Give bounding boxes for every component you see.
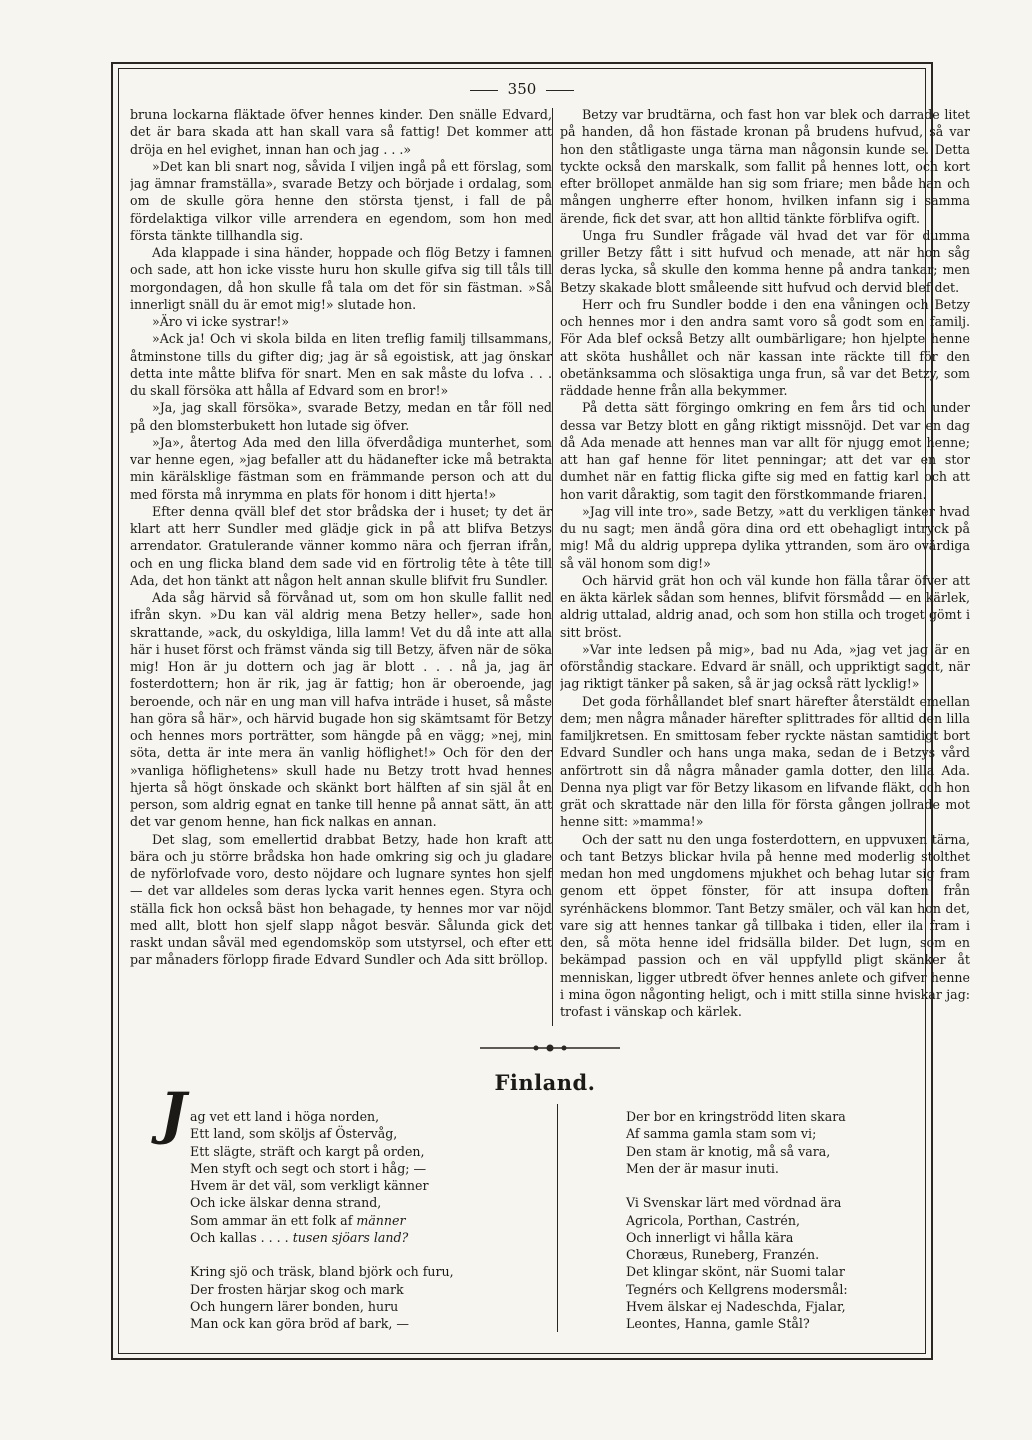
- decorative-initial: J: [160, 1081, 187, 1147]
- poem-line: Den stam är knotig, må så vara,: [626, 1143, 831, 1159]
- paragraph: Ada såg härvid så förvånad ut, som om hon skulle fallit ned ifrån skyn. »Du kan väl aldrig mena Betzy heller», sade hon skrattande, »ack, du oskyldiga, lilla lamm! Vet du då inte att alla här i huset först och främst vända sig till Betzy, äfven när de söka mig! Hon är ju dottern och jag är blott . . . nå ja, jag är fosterdottern; hon är rik, jag är fattig; hon är oberoende, jag beroende, och när en ung man vill hafva inträde i huset, så måste han göra så här», och härvid bugade hon sig skämtsamt för Betzy och hennes mors porträtter, som hängde på en vägg; »nej, min söta, detta är inte mera än vanlig höflighet!» Och för den der »vanliga höflighetens» skull hade nu Betzy trott hvad hennes hjerta så högt önskade och skänkt bort hälften af sin själ åt en person, som aldrig egnat en tanke till henne på annat sätt, än att det var genom henne, han fick nalkas en annan.: [130, 590, 552, 830]
- poem-stanza: [190, 1263, 530, 1332]
- paragraph: Unga fru Sundler frågade väl hvad det var för dumma griller Betzy fått i sitt hufvud och menade, att när hon såg deras lycka, så skulle den komma henne på andra tankar; men Betzy skakade blott småleende sitt hufvud och dervid blef det.: [560, 227, 970, 295]
- paragraph: På detta sätt förgingo omkring en fem års tid och under dessa var Betzy blott en gång riktigt missnöjd. Det var en dag då Ada menade att hennes man var allt för njugg emot henne; att han gaf henne för litet penningar; att det var en stor dumhet när en fattig flicka gifte sig med en fattig karl och att hon varit dåraktig, som tagit den förstkommande friaren.: [560, 400, 970, 502]
- paragraph: »Ja», återtog Ada med den lilla öfverdådiga munterhet, som var henne egen, »jag befaller att du hädanefter icke må betrakta min kärälsklige fästman som en främmande person och att du med första må inrymma en plats för honom i ditt hjerta!»: [130, 434, 552, 502]
- poem-line: Der frosten härjar skog och mark: [190, 1281, 404, 1297]
- poem-line: Kring sjö och träsk, bland björk och furu,: [190, 1264, 454, 1280]
- paragraph: Ada klappade i sina händer, hoppade och flög Betzy i famnen och sade, att hon icke visste huru hon skulle gifva sig till tåls till morgondagen, då hon skulle få tala om det för sin fästman. »Så innerligt snäll du är emot mig!» slutade hon.: [130, 245, 552, 312]
- poem-line: Ett land, som sköljs af Östervåg,: [190, 1126, 398, 1142]
- paragraph: Efter denna qväll blef det stor brådska der i huset; ty det är klart att herr Sundler med glädje gick in på att blifva Betzys arrendator. Gratulerande vänner kommo nära och fjerran ifrån, och en ung flicka bland dem sade vid en förtrolig tête à tête till Ada, det hon tänkt att någon helt annan skulle blifvit fru Sundler.: [130, 503, 552, 588]
- poem-line: Af samma gamla stam som vi;: [626, 1126, 817, 1142]
- poem-line: Der bor en kringströdd liten skara: [626, 1109, 846, 1124]
- poem-line: Det klingar skönt, när Suomi talar: [626, 1264, 845, 1280]
- poem-line: Men der är masur inuti.: [626, 1160, 779, 1176]
- poem-line: Leontes, Hanna, gamle Stål?: [626, 1316, 810, 1331]
- poem-line: Vi Svenskar lärt med vördnad ära: [626, 1195, 842, 1211]
- header-dash-left: [470, 90, 498, 91]
- header-dash-right: [546, 90, 574, 91]
- poem-line: Tegnérs och Kellgrens modersmål:: [626, 1281, 848, 1297]
- paragraph: »Jag vill inte tro», sade Betzy, »att du verkligen tänker hvad du nu sagt; men ändå göra dina ord ett obehagligt intryck på mig! Må du aldrig upprepa dylika yttranden, som äro ovärdiga så väl honom som dig!»: [560, 503, 970, 571]
- page-header: [118, 74, 926, 104]
- poem-line: [190, 1212, 530, 1229]
- paragraph: »Var inte ledsen på mig», bad nu Ada, »jag vet jag är en oförståndig stackare. Edvard är snäll, och uppriktigt sagdt, när jag riktigt tänker på saken, så är jag också rätt lycklig!»: [560, 641, 970, 692]
- paragraph: »Ack ja! Och vi skola bilda en liten treflig familj tillsammans, åtminstone tills du gifter dig; jag är så egoistisk, att jag önskar detta inte måtte blifva för snart. Men en sak måste du lofva . . . du skall försöka att hålla af Edvard som en bror!»: [130, 331, 552, 398]
- poem-stanza: [626, 1194, 916, 1332]
- poem-line: Och icke älskar denna strand,: [190, 1195, 382, 1211]
- poem-italic-word: männer: [356, 1212, 406, 1228]
- poem-line-text: Och kallas . . . .: [190, 1229, 293, 1245]
- right-text-column: [560, 106, 970, 1020]
- paragraph: Det goda förhållandet blef snart härefter återstäldt emellan dem; men några månader härefter splittrades för alltid den lilla familjkretsen. En smittosam feber ryckte nästan samtidigt bort Edvard Sundler och hans unga maka, sedan de i Betzys vård anförtrott sin då några månader gamla dotter, den lilla Ada. Denna nya pligt var för Betzy likasom en lifvande fläkt, och hon grät och skrattade när den lilla för första gången jollrade mot henne sitt: »mamma!»: [560, 693, 970, 830]
- poem-line-text: Som ammar än ett folk af: [190, 1212, 357, 1228]
- poem-line: Men styft och segt och stort i håg; —: [190, 1160, 427, 1176]
- paragraph: Det slag, som emellertid drabbat Betzy, hade hon kraft att bära och ju större brådska hon hade omkring sig och ju gladare de nyförlofvade voro, desto nöjdare och lugnare syntes hon sjelf — det var alldeles som deras lycka varit hennes egen. Styra och ställa fick hon också bäst hon behagade, ty hennes mor var nöjd med allt, blott hon sjelf slapp något besvär. Sålunda gick det raskt undan såväl med egendomsköp som utstyrsel, och efter ett par månaders förlopp firade Edvard Sundler och Ada sitt bröllop.: [130, 831, 552, 968]
- poem-title: Finland.: [494, 1070, 596, 1095]
- paragraph: Och der satt nu den unga fosterdottern, en uppvuxen tärna, och tant Betzys blickar hvila på henne med moderlig stolthet medan hon med ungdomens mjukhet och behag lutar sig fram genom ett öppet fönster, för att insupa doften från syrénhäckens blommor. Tant Betzy smäler, och väl kan hon det, vare sig att hennes tankar gå tillbaka i tiden, eller ila fram i den, så möta henne idel fridsälla bilder. Det lugn, som en bekämpad passion och en väl uppfylld pligt skänker åt menniskan, ligger utbredt öfver hennes anlete och gifver henne i mina ögon någonting heligt, och i mitt stilla sinne hviskar jag: trofast i vänskap och kärlek.: [560, 831, 970, 1019]
- poem-stanza: [626, 1108, 916, 1177]
- paragraph: »Äro vi icke systrar!»: [152, 314, 290, 329]
- poem-line: Hvem älskar ej Nadeschda, Fjalar,: [626, 1298, 846, 1314]
- section-ornament-divider: [480, 1042, 620, 1054]
- poem-italic-phrase: tusen sjöars land?: [292, 1229, 409, 1245]
- poem-stanza: [190, 1108, 530, 1246]
- poem-line: Ett slägte, sträft och kargt på orden,: [190, 1143, 425, 1159]
- poem-line: ag vet ett land i höga norden,: [190, 1109, 380, 1124]
- poem-line: Hvem är det väl, som verkligt känner: [190, 1178, 429, 1193]
- paragraph: Betzy var brudtärna, och fast hon var blek och darrade litet på handen, då hon fästade kronan på brudens hufvud, så var hon den ståtligaste unga tärna man någonsin kunde se. Detta tyckte också den marskalk, som fallit på hennes lott, och kort efter bröllopet anmälde han sig som friare; men både han och mången ungherre efter honom, hvilken infann sig i samma ärende, fick det svar, att hon alltid tänkte förblifva ogift.: [560, 107, 970, 226]
- paragraph: bruna lockarna fläktade öfver hennes kinder. Den snälle Edvard, det är bara skada att han skall vara så fattig! Det kommer att dröja en hel evighet, innan han och jag . . .»: [130, 107, 552, 157]
- paragraph: »Det kan bli snart nog, såvida I viljen ingå på ett förslag, som jag ämnar framställa», svarade Betzy och började i ordalag, som om de skulle göra henne den största tjenst, i fall de på fördelaktiga vilkor ville arrendera en egendom, som hon med första tänkte tillhandla sig.: [130, 158, 552, 243]
- poem-column-divider: [557, 1104, 558, 1332]
- poem-line: Man ock kan göra bröd af bark, —: [190, 1316, 409, 1331]
- poem-line: Och innerligt vi hålla kära: [626, 1229, 794, 1245]
- poem-line: Agricola, Porthan, Castrén,: [626, 1212, 801, 1228]
- poem-line: Och hungern lärer bonden, huru: [190, 1298, 399, 1314]
- poem-left-column: [190, 1108, 530, 1350]
- paragraph: »Ja, jag skall försöka», svarade Betzy, medan en tår föll ned på den blomsterbukett hon lutade sig öfver.: [130, 400, 552, 433]
- page-number: 350: [507, 80, 537, 98]
- paragraph: Herr och fru Sundler bodde i den ena våningen och Betzy och hennes mor i den andra samt voro så godt som en familj. För Ada blef också Betzy allt oumbärligare; hon hjelpte henne att sköta hushållet och när kassan inte räckte till för den obetänksamma och slösaktiga unga frun, så var det Betzy, som räddade henne från alla bekymmer.: [560, 296, 970, 398]
- poem-right-column: [626, 1108, 916, 1350]
- poem-line: [190, 1229, 530, 1246]
- column-divider: [552, 108, 553, 1026]
- paragraph: Och härvid grät hon och väl kunde hon fälla tårar öfver att en äkta kärlek sådan som hennes, blifvit försmådd — en kärlek, aldrig uttalad, aldrig anad, och som hon stilla och troget gömt i sitt bröst.: [560, 572, 970, 640]
- left-text-column: [130, 106, 552, 969]
- poem-line: Choræus, Runeberg, Franzén.: [626, 1247, 820, 1262]
